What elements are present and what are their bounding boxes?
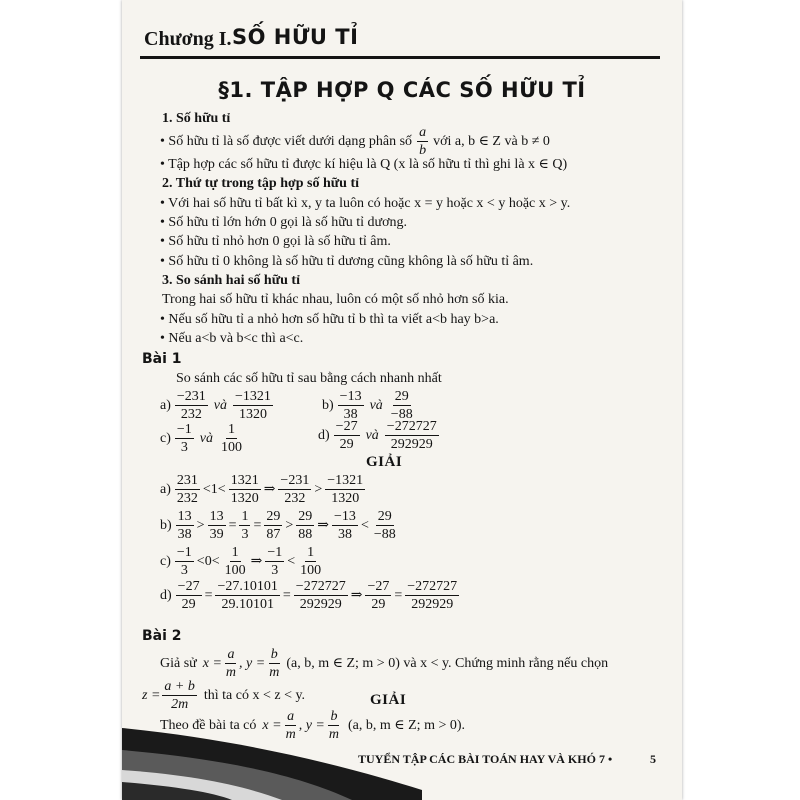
problem-b: b) $\frac{-13}{38}$ và $\frac{29}{-88}$ <box>322 389 413 422</box>
fraction-a-over-b: $\frac{a}{b}$ <box>419 125 427 158</box>
chapter-header <box>140 22 660 59</box>
solution-d: d) $\frac{-27}{29}$ = $\frac{-27.10101}{29.10101}$ = $\frac{-272727}{292929}$ ⇒ $\frac{-27}{29}$ = $\frac{-272727}{292929}$ <box>160 579 458 612</box>
chapter-prefix: Chương I. <box>144 28 232 50</box>
theory-heading-2: 2. Thứ tự trong tập hợp số hữu tỉ <box>162 176 359 191</box>
section-title: §1. TẬP HỢP Q CÁC SỐ HỮU TỈ <box>218 78 586 102</box>
theory-line-2: • Tập hợp các số hữu tỉ được kí hiệu là Q (x là số hữu tỉ thì ghi là x ∈ Q) <box>160 157 568 172</box>
solution-heading-2: GIẢI <box>370 692 407 708</box>
exercise-2-label: Bài 2 <box>142 628 182 644</box>
solution-b: b) $\frac{13}{38}$ > $\frac{13}{39}$ = $\frac{1}{3}$ = $\frac{29}{87}$ > $\frac{29}{88}$ ⇒ $\frac{-13}{38}$ < $\frac{29}{-88}$ <box>160 509 396 542</box>
theory-line-3: • Với hai số hữu tỉ bất kì x, y ta luôn có hoặc x = y hoặc x < y hoặc x > y. <box>160 196 571 211</box>
theory-line-4: • Số hữu tỉ lớn hớn 0 gọi là số hữu tỉ dương. <box>160 215 408 230</box>
theory-heading-3: 3. So sánh hai số hữu tỉ <box>162 273 300 288</box>
exercise-1-label: Bài 1 <box>142 351 182 367</box>
theory-line-6: • Số hữu tỉ 0 không là số hữu tỉ dương cũng không là số hữu tỉ âm. <box>160 254 534 269</box>
problem-a: a) $\frac{-231}{232}$ và $\frac{-1321}{1320}$ <box>160 389 271 422</box>
exercise-2-line-1: Giả sử x = $\frac{a}{m}$ , y = $\frac{b}{m}$ (a, b, m ∈ Z; m > 0) và x < y. Chứng minh rằng nếu chọn <box>160 647 609 680</box>
footer-book-title: TUYỂN TẬP CÁC BÀI TOÁN HAY VÀ KHÓ 7 • <box>358 752 613 766</box>
theory-line-7: Trong hai số hữu tỉ khác nhau, luôn có một số nhỏ hơn số kia. <box>162 292 509 307</box>
exercise-2-line-2: z = $\frac{a + b}{2m}$ thì ta có x < z < y. <box>142 679 306 712</box>
solution-c: c) $\frac{-1}{3}$ <0< $\frac{1}{100}$ ⇒ $\frac{-1}{3}$ < $\frac{1}{100}$ <box>160 545 322 578</box>
chapter-title: SỐ HỮU TỈ <box>232 25 359 49</box>
theory-line-9: • Nếu a<b và b<c thì a<c. <box>160 331 304 346</box>
page-number: 5 <box>650 752 656 766</box>
theory-line-5: • Số hữu tỉ nhỏ hơn 0 gọi là số hữu tỉ âm. <box>160 234 391 249</box>
theory-heading-1: 1. Số hữu tỉ <box>162 111 231 126</box>
problem-c: c) $\frac{-1}{3}$ và $\frac{1}{100}$ <box>160 422 243 455</box>
theory-line-1: • Số hữu tỉ là số được viết dưới dạng phân số $\frac{a}{b}$ với a, b ∈ Z và b ≠ 0 <box>160 125 550 158</box>
book-page <box>122 0 682 800</box>
exercise-2-line-3: Theo đề bài ta có x = $\frac{a}{m}$ , y = $\frac{b}{m}$ (a, b, m ∈ Z; m > 0). <box>160 709 466 742</box>
theory-line-8: • Nếu số hữu tỉ a nhỏ hơn số hữu tỉ b thì ta viết a<b hay b>a. <box>160 312 499 327</box>
solution-heading-1: GIẢI <box>366 454 403 470</box>
solution-a: a) $\frac{231}{232}$ <1< $\frac{1321}{1320}$ ⇒ $\frac{-231}{232}$ > $\frac{-1321}{1320}$ <box>160 473 364 506</box>
exercise-1-prompt: So sánh các số hữu tỉ sau bằng cách nhanh nhất <box>176 371 442 386</box>
problem-d: d) $\frac{-27}{29}$ và $\frac{-272727}{292929}$ <box>318 419 437 452</box>
